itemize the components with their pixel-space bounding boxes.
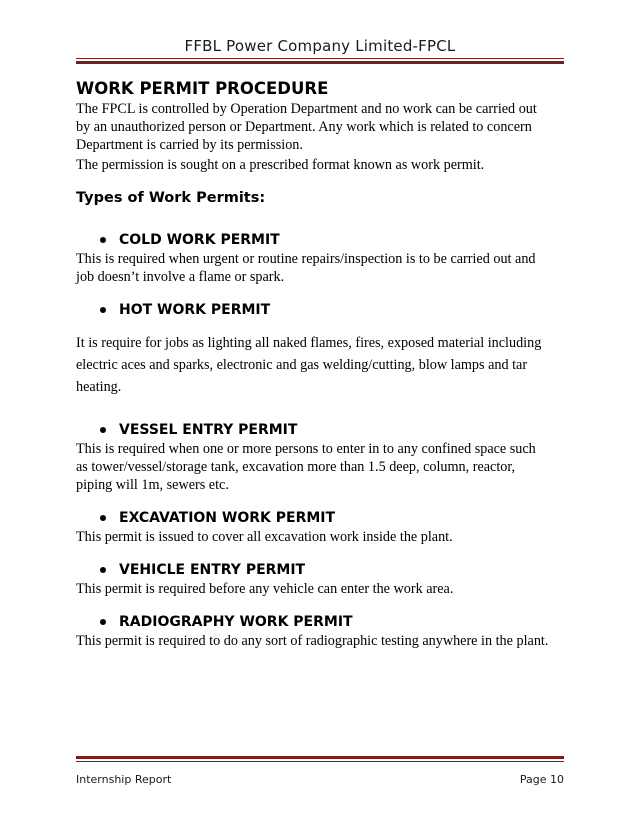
bullet-icon: [100, 427, 106, 433]
footer-report-label: Internship Report: [76, 773, 172, 786]
intro-paragraph-line: Department is carried by its permission.: [76, 137, 303, 153]
permit-desc-line: It is require for jobs as lighting all naked flames, fires, exposed material including: [76, 335, 542, 351]
bullet-icon: [100, 307, 106, 313]
page-content: [76, 78, 566, 650]
permit-desc-line: as tower/vessel/storage tank, excavation more than 1.5 deep, column, reactor,: [76, 459, 516, 475]
permit-title-cold: COLD WORK PERMIT: [76, 230, 566, 250]
bullet-icon: [100, 515, 106, 521]
intro-paragraph-2: The permission is sought on a prescribed format known as work permit.: [76, 157, 485, 173]
permit-title-vessel: VESSEL ENTRY PERMIT: [76, 420, 566, 440]
permit-desc-line: This permit is required before any vehicle can enter the work area.: [76, 581, 454, 597]
section-heading: WORK PERMIT PROCEDURE: [76, 79, 329, 98]
permit-desc-line: electric aces and sparks, electronic and gas welding/cutting, blow lamps and tar: [76, 357, 528, 373]
permit-title-hot: HOT WORK PERMIT: [76, 300, 566, 320]
intro-paragraph-line: The FPCL is controlled by Operation Department and no work can be carried out: [76, 101, 537, 117]
bullet-icon: [100, 237, 106, 243]
footer-rule-thick: [76, 756, 564, 759]
permit-desc-line: This is required when one or more persons to enter in to any confined space such: [76, 441, 536, 457]
footer-rule-thin: [76, 761, 564, 762]
permit-desc-line: piping will 1m, sewers etc.: [76, 477, 229, 493]
permit-desc-line: heating.: [76, 379, 122, 395]
header-rule-thick: [76, 61, 564, 64]
permit-title-radiography: RADIOGRAPHY WORK PERMIT: [76, 612, 566, 632]
types-heading: Types of Work Permits:: [76, 190, 266, 206]
permit-title-vehicle: VEHICLE ENTRY PERMIT: [76, 560, 566, 580]
intro-paragraph-line: by an unauthorized person or Department. Any work which is related to concern: [76, 119, 532, 135]
header-rule-thin: [76, 58, 564, 59]
bullet-icon: [100, 619, 106, 625]
permit-desc-line: This permit is issued to cover all excavation work inside the plant.: [76, 529, 453, 545]
permit-desc-line: job doesn’t involve a flame or spark.: [76, 269, 285, 285]
footer-page-number: Page 10: [519, 773, 564, 786]
permit-title-excavation: EXCAVATION WORK PERMIT: [76, 508, 566, 528]
page-header-title: FFBL Power Company Limited-FPCL: [184, 37, 456, 55]
permit-desc-line: This is required when urgent or routine repairs/inspection is to be carried out and: [76, 251, 536, 267]
bullet-icon: [100, 567, 106, 573]
permit-desc-line: This permit is required to do any sort of radiographic testing anywhere in the plant.: [76, 633, 549, 649]
